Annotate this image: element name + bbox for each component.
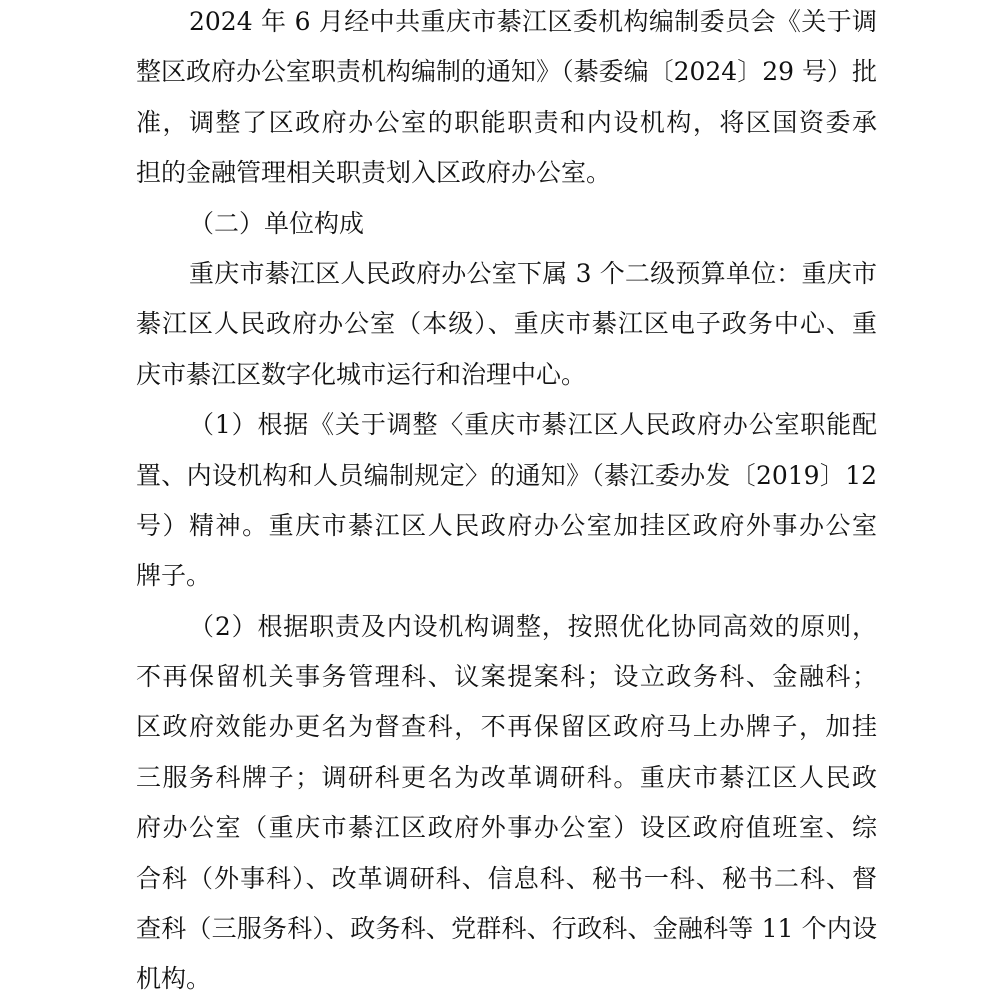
text-line: （1）根据《关于调整〈重庆市綦江区人民政府办公室职能配 xyxy=(189,410,877,440)
text-line: 担的金融管理相关职责划入区政府办公室。 xyxy=(136,158,612,188)
paragraph-budget-units xyxy=(136,249,877,400)
text-line: 置、内设机构和人员编制规定〉的通知》（綦江委办发〔2019〕12 xyxy=(136,460,877,490)
text-line: 牌子。 xyxy=(136,561,212,591)
text-line: 准，调整了区政府办公室的职能职责和内设机构，将区国资委承 xyxy=(136,107,877,137)
text-line: 2024 年 6 月经中共重庆市綦江区委机构编制委员会《关于调 xyxy=(189,7,877,36)
text-line: 号）精神。重庆市綦江区人民政府办公室加挂区政府外事办公室 xyxy=(136,510,877,540)
text-line: 区政府效能办更名为督查科，不再保留区政府马上办牌子，加挂 xyxy=(136,712,877,742)
paragraph-item-2 xyxy=(136,602,877,1005)
document-body xyxy=(136,0,877,1005)
text-line: 重庆市綦江区人民政府办公室下属 3 个二级预算单位：重庆市 xyxy=(189,258,877,288)
text-line: 合科（外事科）、改革调研科、信息科、秘书一科、秘书二科、督 xyxy=(136,863,877,893)
text-line: 三服务科牌子；调研科更名为改革调研科。重庆市綦江区人民政 xyxy=(136,762,877,792)
paragraph-item-1 xyxy=(136,400,877,602)
text-line: 府办公室（重庆市綦江区政府外事办公室）设区政府值班室、综 xyxy=(136,813,877,843)
text-line: （2）根据职责及内设机构调整，按照优化协同高效的原则， xyxy=(189,611,877,641)
text-line: 綦江区人民政府办公室（本级）、重庆市綦江区电子政务中心、重 xyxy=(136,309,877,339)
paragraph-org-adjustment xyxy=(136,0,877,199)
text-line: 庆市綦江区数字化城市运行和治理中心。 xyxy=(136,359,587,389)
text-line: 查科（三服务科）、政务科、党群科、行政科、金融科等 11 个内设 xyxy=(136,914,877,944)
text-line: 整区政府办公室职责机构编制的通知》（綦委编〔2024〕29 号）批 xyxy=(136,57,877,87)
section-heading: （二）单位构成 xyxy=(189,208,365,238)
section-heading-unit-composition xyxy=(136,199,877,249)
text-line: 机构。 xyxy=(136,964,212,994)
text-line: 不再保留机关事务管理科、议案提案科；设立政务科、金融科； xyxy=(136,662,877,692)
